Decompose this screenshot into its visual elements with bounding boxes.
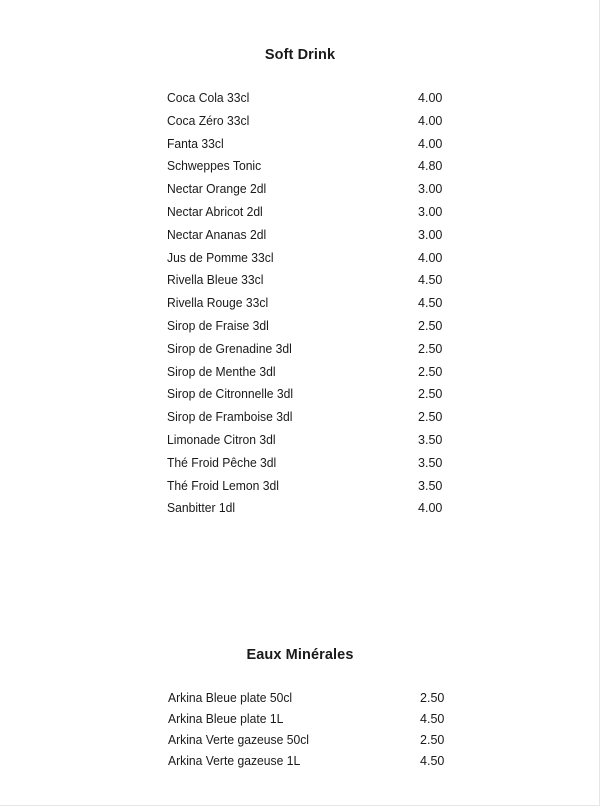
menu-item <box>167 224 467 247</box>
mineral-waters-list <box>168 687 468 771</box>
item-name: Arkina Bleue plate 50cl <box>168 690 293 705</box>
item-name: Thé Froid Lemon 3dl <box>167 477 279 493</box>
item-price: 3.50 <box>418 477 443 493</box>
item-name: Coca Zéro 33cl <box>167 112 250 128</box>
item-name: Nectar Orange 2dl <box>167 181 267 197</box>
menu-item <box>167 247 467 270</box>
item-price: 2.50 <box>418 363 443 379</box>
item-price: 4.50 <box>420 753 445 768</box>
item-price: 4.00 <box>418 135 443 151</box>
item-name: Nectar Ananas 2dl <box>167 226 267 242</box>
menu-item <box>167 133 467 156</box>
menu-item <box>167 201 467 224</box>
item-name: Sanbitter 1dl <box>167 500 236 516</box>
item-price: 3.50 <box>418 454 443 470</box>
menu-item <box>167 338 467 361</box>
item-price: 4.00 <box>418 249 443 265</box>
item-name: Arkina Verte gazeuse 1L <box>168 753 301 768</box>
item-name: Fanta 33cl <box>167 135 224 151</box>
item-name: Sirop de Grenadine 3dl <box>167 340 292 356</box>
item-price: 3.00 <box>418 203 443 219</box>
menu-item <box>167 315 467 338</box>
item-name: Schweppes Tonic <box>167 158 262 174</box>
menu-item <box>167 429 467 452</box>
menu-item <box>167 110 467 133</box>
menu-item <box>167 155 467 178</box>
menu-item <box>168 729 468 750</box>
item-price: 4.00 <box>418 112 443 128</box>
item-price: 2.50 <box>418 386 443 402</box>
menu-item <box>167 87 467 110</box>
item-name: Nectar Abricot 2dl <box>167 203 263 219</box>
menu-item <box>168 708 468 729</box>
menu-item <box>168 750 468 771</box>
item-price: 2.50 <box>418 409 443 425</box>
item-price: 4.00 <box>418 90 443 105</box>
item-name: Sirop de Citronnelle 3dl <box>167 386 294 402</box>
menu-item <box>167 452 467 475</box>
item-price: 2.50 <box>418 340 443 356</box>
item-price: 4.00 <box>418 500 443 516</box>
menu-item <box>167 292 467 315</box>
item-name: Limonade Citron 3dl <box>167 431 276 447</box>
item-price: 3.50 <box>418 431 443 447</box>
item-price: 4.50 <box>420 711 445 726</box>
item-name: Sirop de Fraise 3dl <box>167 317 269 333</box>
item-price: 2.50 <box>420 732 445 747</box>
menu-item <box>167 269 467 292</box>
item-name: Arkina Bleue plate 1L <box>168 711 284 726</box>
menu-item <box>168 687 468 708</box>
menu-item <box>167 178 467 201</box>
item-price: 4.80 <box>418 158 443 174</box>
item-name: Rivella Rouge 33cl <box>167 295 269 311</box>
item-price: 3.00 <box>418 226 443 242</box>
soft-drinks-list <box>167 87 467 520</box>
item-name: Rivella Bleue 33cl <box>167 272 264 288</box>
item-name: Coca Cola 33cl <box>167 90 250 105</box>
item-name: Arkina Verte gazeuse 50cl <box>168 732 309 747</box>
item-price: 4.50 <box>418 272 443 288</box>
item-name: Sirop de Framboise 3dl <box>167 409 293 425</box>
mineral-waters-title: Eaux Minérales <box>246 647 354 663</box>
item-price: 2.50 <box>418 317 443 333</box>
menu-item <box>167 475 467 498</box>
item-price: 4.50 <box>418 295 443 311</box>
menu-item <box>167 497 467 520</box>
menu-item <box>167 361 467 384</box>
item-name: Thé Froid Pêche 3dl <box>167 454 277 470</box>
item-name: Jus de Pomme 33cl <box>167 249 274 265</box>
item-price: 2.50 <box>420 690 445 705</box>
soft-drinks-title: Soft Drink <box>264 47 336 63</box>
menu-item <box>167 406 467 429</box>
item-price: 3.00 <box>418 181 443 197</box>
menu-item <box>167 383 467 406</box>
item-name: Sirop de Menthe 3dl <box>167 363 276 379</box>
